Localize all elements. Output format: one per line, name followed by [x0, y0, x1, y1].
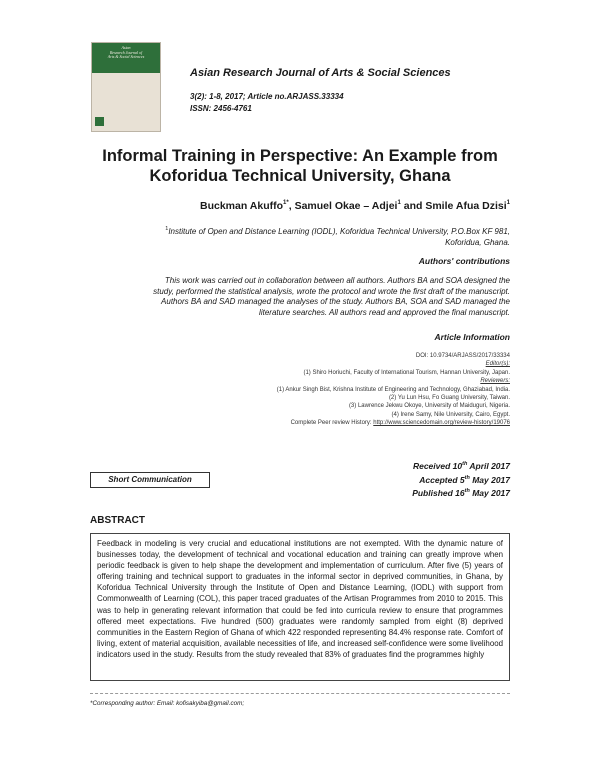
- author-affiliation-mark: 1: [506, 200, 510, 206]
- author-separator: ,: [288, 200, 295, 212]
- contributions-line: study, performed the statistical analysis, wrote the protocol and wrote the first draft of the manuscript.: [153, 286, 510, 296]
- review-history-link[interactable]: http://www.sciencedomain.org/review-history/19076: [373, 420, 510, 427]
- contributions-text: [90, 276, 510, 318]
- author-name: Buckman Akuffo: [200, 200, 284, 212]
- paper-title: [90, 146, 510, 186]
- doi: DOI: 10.9734/ARJASS/2017/33334: [415, 353, 510, 359]
- affiliation-line: Koforidua, Ghana.: [445, 238, 510, 247]
- author-affiliation-mark: 1*: [283, 200, 289, 206]
- editorial-info: [90, 352, 510, 428]
- contributions-line: This work was carried out in collaboration between all authors. Authors BA and SOA designed the: [164, 276, 510, 285]
- article-type-badge: Short Communication: [90, 472, 210, 488]
- received-date: Received 10th April 2017: [412, 461, 510, 471]
- issn: ISSN: 2456-4761: [190, 104, 252, 113]
- journal-name: Asian Research Journal of Arts & Social Sciences: [190, 67, 451, 79]
- reviewer-entry: (1) Ankur Singh Bist, Krishna Institute of Engineering and Technology, Ghaziabad, India.: [276, 386, 510, 393]
- paper-title-line: Koforidua Technical University, Ghana: [149, 167, 451, 185]
- publication-dates: [300, 459, 510, 500]
- editor-entry: (1) Shiro Horiuchi, Faculty of International Tourism, Hannan University, Japan.: [303, 369, 510, 376]
- author-name: Samuel Okae – Adjei: [294, 200, 398, 212]
- author-separator: and: [400, 200, 426, 212]
- affiliation-line: Institute of Open and Distance Learning (IODL), Koforidua Technical University, P.O.Box KF 981,: [168, 227, 510, 236]
- author-name: Smile Afua Dzisi: [425, 200, 507, 212]
- journal-cover-image: [91, 42, 161, 132]
- author-affiliation: [90, 224, 510, 248]
- corresponding-author-footnote: *Corresponding author: Email: kofisakyiba@gmail.com;: [90, 700, 245, 707]
- reviewer-entry: (3) Lawrence Jekwu Okoye, University of Maiduguri, Nigeria.: [348, 403, 510, 410]
- review-history-label: Complete Peer review History:: [290, 420, 374, 427]
- contributions-line: Authors BA and SAD managed the analyses of the study. Authors BA, SOA and SAD managed the: [161, 297, 510, 306]
- publisher-logo-icon: [95, 117, 104, 126]
- published-date: Published 16th May 2017: [412, 488, 510, 498]
- article-information-heading: Article Information: [434, 332, 510, 342]
- contributions-heading: Authors' contributions: [418, 256, 510, 266]
- editors-label: Editor(s):: [485, 361, 510, 368]
- reviewer-entry: (2) Yu Lun Hsu, Fo Guang University, Taiwan.: [388, 395, 510, 402]
- reviewers-label: Reviewers:: [480, 378, 510, 385]
- author-list: [90, 200, 510, 212]
- reviewer-entry: (4) Irene Samy, Nile University, Cairo, Egypt.: [391, 411, 510, 418]
- accepted-date: Accepted 5th May 2017: [419, 474, 510, 485]
- contributions-line: literature searches. All authors read and approved the final manuscript.: [259, 307, 510, 317]
- affiliation-mark: 1: [165, 226, 169, 232]
- cover-title: Asian Research Journal of Arts & Social Sciences: [107, 45, 145, 60]
- abstract-text: Feedback in modeling is very crucial and educational institutions are not exempted. With the dynamic nature of businesses today, the development of technical and vocational education and training can greatly improve when periodic feedback is given to help shape the development and implementation of curriculum. After five (5) years of offering training and technical support to graduates in the informal sector in deprived communities, in Ghana, by Koforidua Technical University through the Institute of Open and Distance Learning, (IODL) with support from Commonwealth of Learning (COL), this paper traced graduates of the Artisan Programmes from 2010 to 2015. This was to help in generating relevant information that could be fed into curricula review to ensure that programmes offered meet expectations. Five hundred (500) graduates were randomly sampled from eight (8) deprived communities in the Eastern Region of Ghana of which 422 responded representing 84.4% response rate. Comfort of living, extent of material acquisition, available necessities of life, and increased self-confidence were some livelihood indicators used in the study. Results from the study revealed that 83% of graduates find the programmes highly: [97, 539, 503, 659]
- footnote-divider: [90, 693, 510, 694]
- author-affiliation-mark: 1: [397, 200, 401, 206]
- paper-title-line: Informal Training in Perspective: An Example from: [102, 147, 498, 165]
- abstract-box: [90, 533, 510, 681]
- abstract-heading: ABSTRACT: [90, 515, 145, 526]
- volume-info: 3(2): 1-8, 2017; Article no.ARJASS.33334: [190, 92, 344, 101]
